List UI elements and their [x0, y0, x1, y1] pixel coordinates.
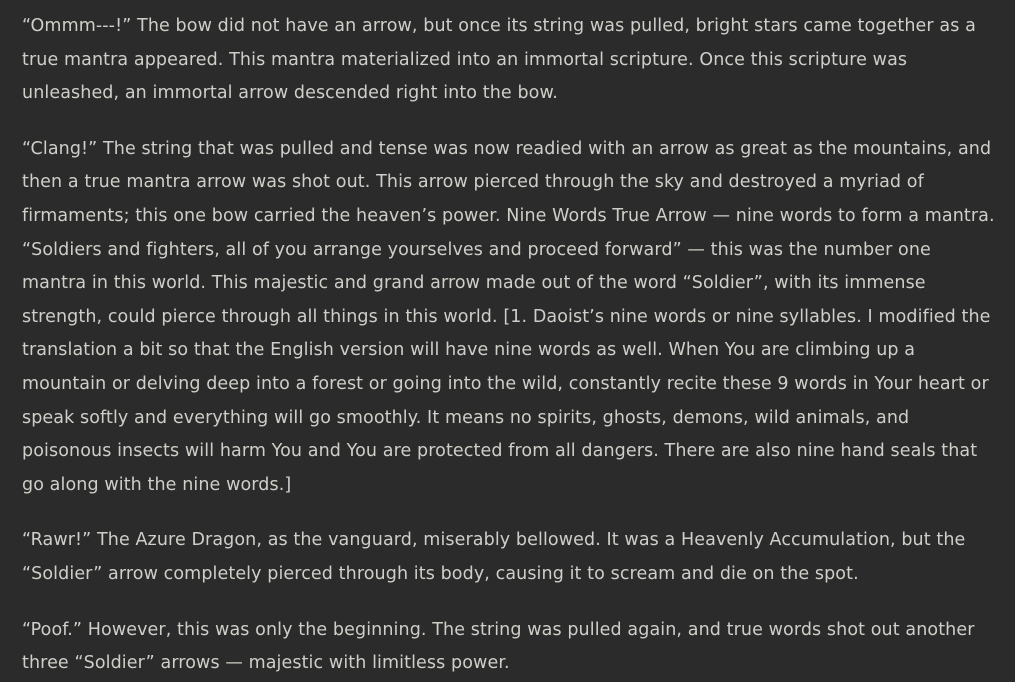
paragraph: “Rawr!” The Azure Dragon, as the vanguard, miserably bellowed. It was a Heavenly Accumulation, but the “Soldier” arrow completely pierced through its body, causing it to scream and die on the spot. [22, 530, 966, 584]
paragraph: “Poof.” However, this was only the beginning. The string was pulled again, and true words shot out another three “Soldier” arrows — majestic with limitless power. [22, 619, 975, 674]
paragraph: “Ommm---!” The bow did not have an arrow, but once its string was pulled, bright stars came together as a true mantra appeared. This mantra materialized into an immortal scripture. Once this scripture was unleashed, an immortal arrow descended right into the bow. [22, 16, 976, 104]
paragraph: “Clang!” The string that was pulled and tense was now readied with an arrow as great as the mountains, and then a true mantra arrow was shot out. This arrow pierced through the sky and destroyed a myriad of firmaments; this one bow carried the heaven’s power. Nine Words True Arrow — nine words to form a mantra. “Soldiers and fighters, all of you arrange yourselves and proceed forward” — this was the number one mantra in this world. This majestic and grand arrow made out of the word “Soldier”, with its immense strength, could pierce through all things in this world. [1. Daoist’s nine words or nine syllables. I modified the translation a bit so that the English version will have nine words as well. When You are climbing up a mountain or delving deep into a forest or going into the wild, constantly recite these 9 words in Your heart or speak softly and everything will go smoothly. It means no spirits, ghosts, demons, wild animals, and poisonous insects will harm You and You are protected from all dangers. There are also nine hand seals that go along with the nine words.] [22, 138, 995, 495]
